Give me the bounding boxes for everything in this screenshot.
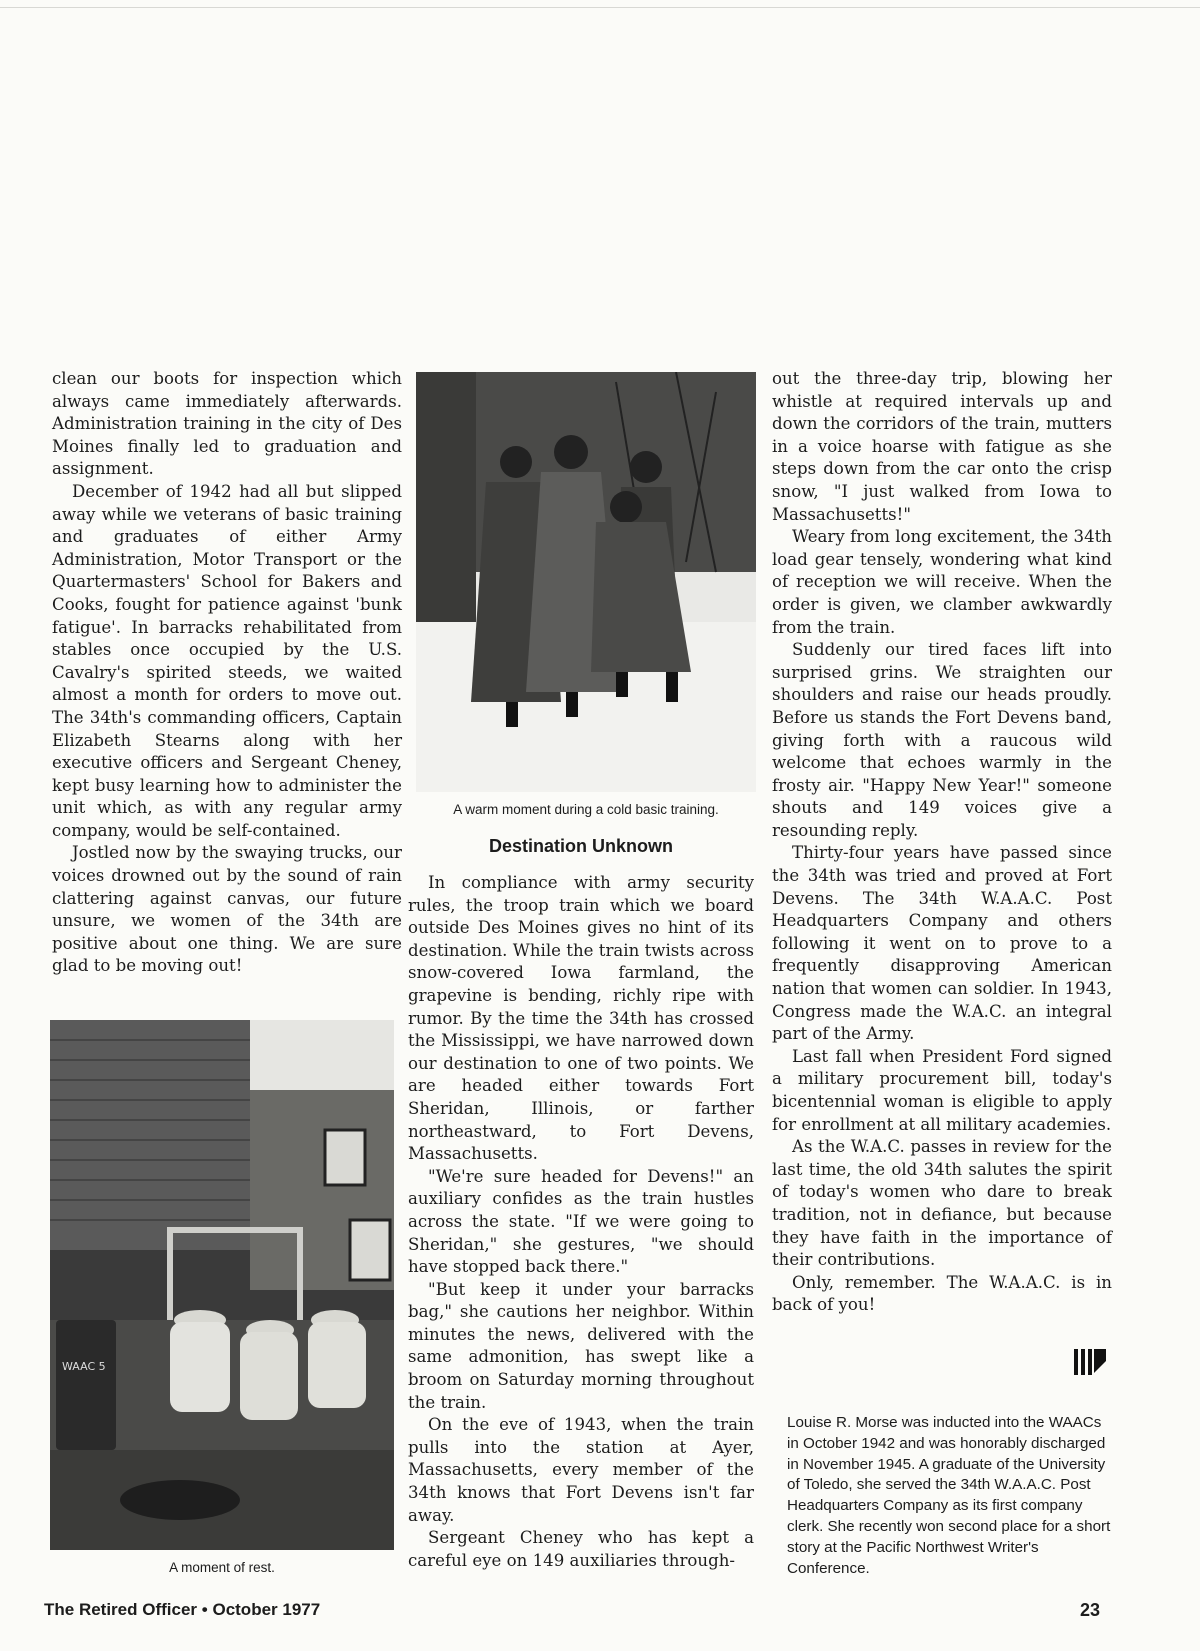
can-label: WAAC 5 [62,1360,106,1373]
paragraph: As the W.A.C. passes in review for the last time, the old 34th salutes the spirit of today's women who dare to break tradition, not in defiance, but because they have faith in the importance of their contributions. [772,1137,1112,1270]
flag-end-mark-icon [1072,1345,1108,1381]
paragraph: December of 1942 had all but slipped away while we veterans of basic training and graduates of either Army Administration, Motor Transport or the Quartermasters' School for Bakers and Cooks, fought for patience against 'bunk fatigue'. In barracks rehabilitated from stables once occupied by the U.S. Cavalry's spirited steeds, we waited almost a month for orders to move out. The 34th's commanding officers, Captain Elizabeth Stearns along with her executive officers and Sergeant Cheney, kept busy learning how to administer the unit which, as with any regular army company, would be self-contained. [52,481,402,840]
paragraph: Thirty-four years have passed since the 34th was tried and proved at Fort Devens. The 34th W.A.A.C. Post Headquarters Company and others following it went on to prove to a frequently disapproving American nation that women can soldier. In 1943, Congress made the W.A.C. an integral part of the Army. [772,843,1112,1044]
top-rule [0,0,1200,8]
photo-rest-illustration [50,1020,394,1550]
photo-cold-basic-training [416,372,756,792]
paragraph: "But keep it under your barracks bag," she cautions her neighbor. Within minutes the news, delivered with the same admonition, has swept like a broom on Saturday morning throughout the train. [408,1279,754,1412]
article-column-1 [52,368,402,978]
paragraph: In compliance with army security rules, the troop train which we board outside Des Moines gives no hint of its destination. While the train twists across snow-covered Iowa farmland, the grapevine is bending, richly ripe with rumor. By the time the 34th has crossed the Mississippi, we have narrowed down our destination to one of two points. We are headed either towards Fort Sheridan, Illinois, or farther northeastward, to Fort Devens, Massachusetts. [408,873,754,1164]
article-column-2 [408,872,754,1572]
paragraph: On the eve of 1943, when the train pulls into the station at Ayer, Massachusetts, every member of the 34th knows that Fort Devens isn't far away. [408,1415,754,1525]
photo-moment-of-rest [50,1020,394,1550]
footer-publication-line [44,1600,320,1620]
paragraph: Only, remember. The W.A.A.C. is in back of you! [772,1272,1112,1315]
paragraph: Last fall when President Ford signed a military procurement bill, today's bicentennial woman is eligible to apply for enrollment at all military academies. [772,1046,1112,1134]
publication-name: The Retired Officer [44,1600,198,1619]
paragraph: Weary from long excitement, the 34th load gear tensely, wondering what kind of reception we will receive. When the order is given, we clamber awkwardly from the train. [772,527,1112,637]
photo-caption: A moment of rest. [169,1560,275,1575]
issue-date: October 1977 [212,1600,321,1619]
author-bio: Louise R. Morse was inducted into the WAACs in October 1942 and was honorably discharged in November 1945. A graduate of the University of Toledo, she served the 34th W.A.A.C. Post Headquarters Company as its first company clerk. She recently won second place for a short story at the Pacific Northwest Writer's Conference. [787,1414,1111,1577]
photo-training-illustration [416,372,756,792]
photo-caption: A warm moment during a cold basic training. [453,802,719,817]
paragraph: "We're sure headed for Devens!" an auxiliary confides as the train hustles across the state. "If we were going to Sheridan," she gestures, "we should have stopped back there." [408,1166,754,1277]
section-heading: Destination Unknown [489,836,673,856]
paragraph: Sergeant Cheney who has kept a careful eye on 149 auxiliaries through- [408,1528,754,1570]
article-column-3 [772,368,1112,1317]
footer-separator: • [201,1600,208,1619]
page-number: 23 [1080,1600,1101,1620]
paragraph: Suddenly our tired faces lift into surprised grins. We straighten our shoulders and raise our heads proudly. Before us stands the Fort Devens band, giving forth with a raucous wild welcome that echoes warmly in the frosty air. "Happy New Year!" someone shouts and 149 voices give a resounding reply. [772,640,1112,840]
paragraph: out the three-day trip, blowing her whistle at required intervals up and down the corridors of the train, mutters in a voice hoarse with fatigue as she steps down from the car onto the crisp snow, "I just walked from Iowa to Massachusetts!" [772,369,1112,524]
paragraph: Jostled now by the swaying trucks, our voices drowned out by the sound of rain clattering against canvas, our future unsure, we women of the 34th are positive about one thing. We are sure glad to be moving out! [52,843,402,976]
paragraph: clean our boots for inspection which always came immediately afterwards. Administration training in the city of Des Moines finally led to graduation and assignment. [52,369,402,479]
